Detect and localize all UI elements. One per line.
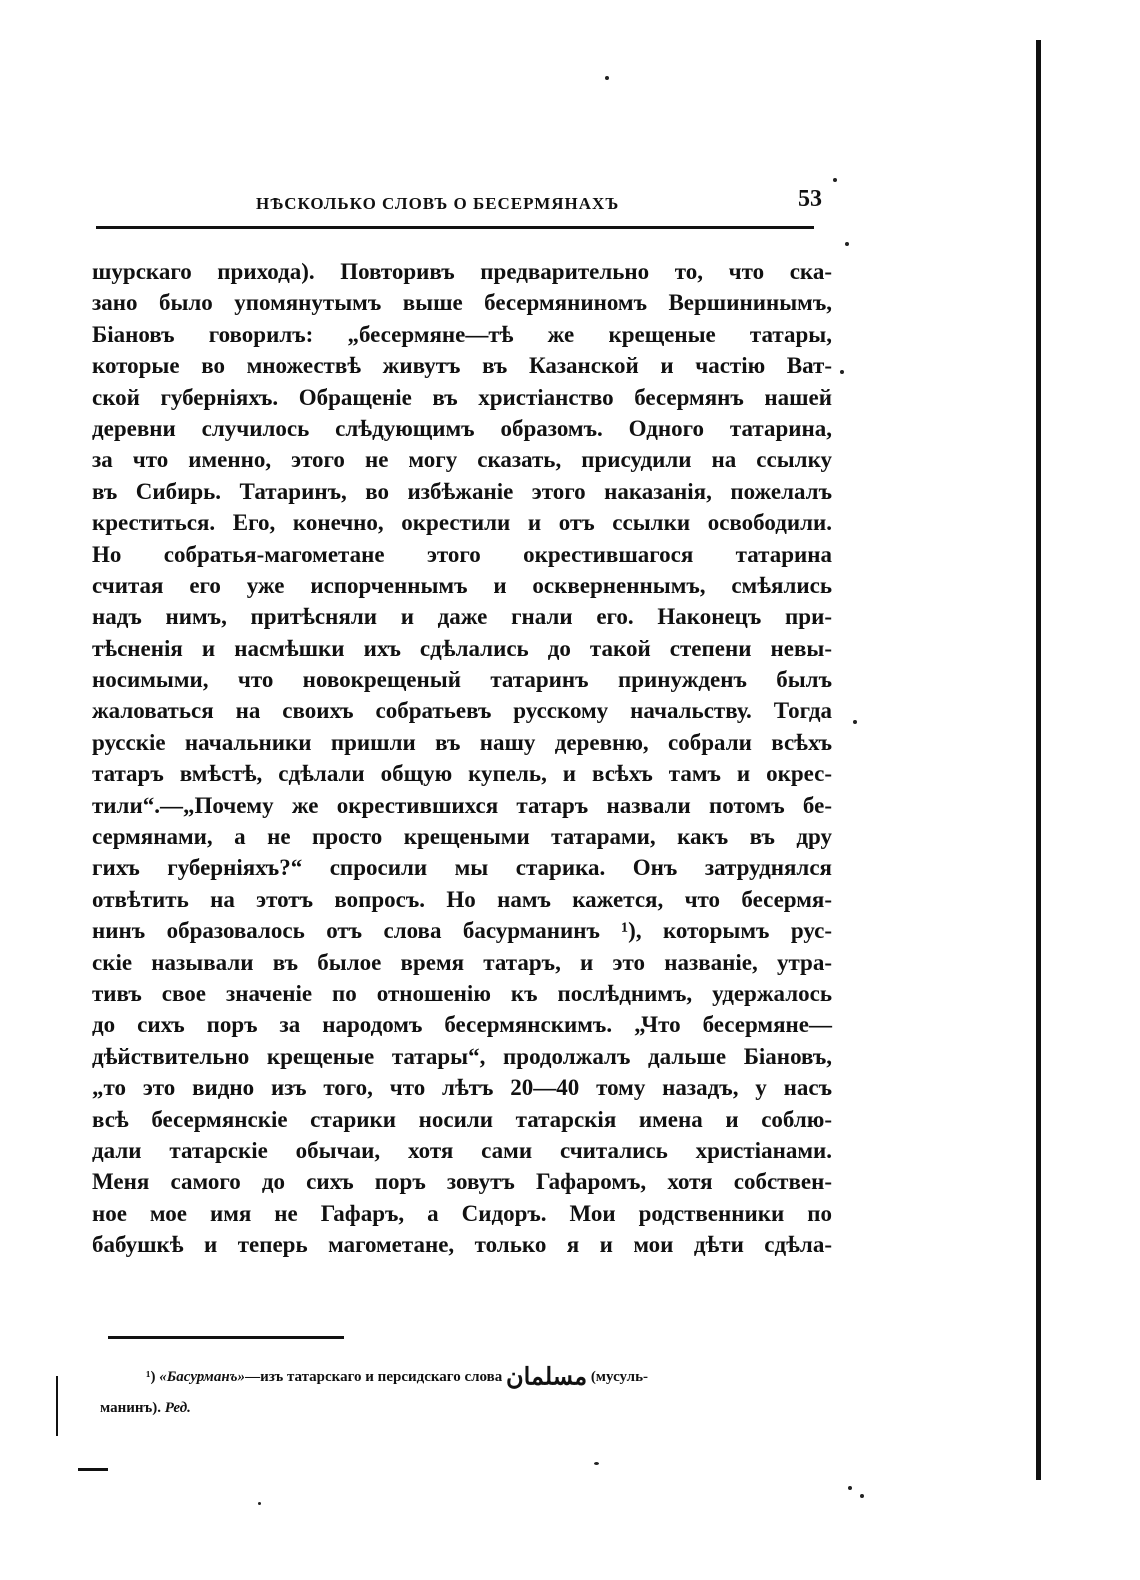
- scan-speck: [258, 1502, 261, 1505]
- scan-speck: [833, 178, 837, 182]
- text-line: отвѣтить на этотъ вопросъ. Но намъ кажется, что бесермя-: [92, 886, 832, 912]
- scan-mark: [56, 1376, 58, 1436]
- scan-speck: [848, 1486, 852, 1490]
- text-line: ской губерніяхъ. Обращеніе въ христіанство бесермянъ нашей: [92, 384, 832, 410]
- scan-speck: [845, 242, 849, 246]
- scan-mark: [78, 1468, 108, 1471]
- scan-speck: [853, 720, 857, 724]
- text-line: Біановъ говорилъ: „бесермяне—тѣ же крещеные татары,: [92, 321, 832, 347]
- text-line: тили“.—„Почему же окрестившихся татаръ назвали потомъ бе-: [92, 792, 832, 818]
- text-line: жаловаться на своихъ собратьевъ русскому начальству. Тогда: [92, 698, 832, 724]
- text-line: бабушкѣ и теперь магометане, только я и мои дѣти сдѣла-: [92, 1232, 832, 1258]
- footnote-quote-word: «Басурманъ»: [159, 1369, 246, 1385]
- footnote-marker: ¹): [146, 1369, 156, 1385]
- text-line: креститься. Его, конечно, окрестили и отъ ссылки освободили.: [92, 510, 832, 536]
- text-line: которые во множествѣ живутъ въ Казанской и частію Ват-: [92, 353, 832, 379]
- scan-speck: [860, 1494, 864, 1498]
- footnote-arabic-word: مسلمان: [506, 1364, 588, 1391]
- text-line: русскіе начальники пришли въ нашу деревню, собрали всѣхъ: [92, 729, 832, 755]
- text-line: тивъ свое значеніе по отношенію къ послѣднимъ, удержалось: [92, 980, 832, 1006]
- footnote: [100, 1362, 830, 1423]
- text-line: ное мое имя не Гафаръ, а Сидоръ. Мои родственники по: [92, 1200, 832, 1226]
- text-line: деревни случилось слѣдующимъ образомъ. Одного татарина,: [92, 415, 832, 441]
- running-title: НѢСКОЛЬКО СЛОВЪ О БЕСЕРМЯНАХЪ: [256, 194, 620, 213]
- footnote-line2: манинъ).: [100, 1399, 162, 1416]
- text-line: тѣсненія и насмѣшки ихъ сдѣлались до такой степени невы-: [92, 635, 832, 661]
- footnote-line: [100, 1362, 830, 1393]
- text-line: татаръ вмѣстѣ, сдѣлали общую купель, и всѣхъ тамъ и окрес-: [92, 761, 832, 787]
- text-line: дали татарскіе обычаи, хотя сами считались христіанами.: [92, 1137, 832, 1163]
- text-line: до сихъ поръ за народомъ бесермянскимъ. „Что бесермяне—: [92, 1012, 832, 1038]
- page-edge-rule: [1036, 40, 1041, 1480]
- text-line: носимыми, что новокрещеный татаринъ принужденъ былъ: [92, 667, 832, 693]
- text-line: дѣйствительно крещеные татары“, продолжалъ дальше Біановъ,: [92, 1043, 832, 1069]
- text-line: въ Сибирь. Татаринъ, во избѣжаніе этого наказанія, пожелалъ: [92, 478, 832, 504]
- header-rule: [96, 226, 814, 229]
- text-line: всѣ бесермянскіе старики носили татарскія имена и соблю-: [92, 1106, 832, 1132]
- text-line: гихъ губерніяхъ?“ спросили мы старика. Онъ затруднялся: [92, 855, 832, 881]
- page-header: [96, 186, 826, 226]
- text-line: за что именно, этого не могу сказать, присудили на ссылку: [92, 447, 832, 473]
- text-line: зано было упомянутымъ выше бесермяниномъ Вершининымъ,: [92, 290, 832, 316]
- text-line: сермянами, а не просто крещеными татарами, какъ въ дру: [92, 824, 832, 850]
- scan-speck: [605, 76, 609, 80]
- text-line: нинъ образовалось отъ слова басурманинъ ¹), которымъ рус-: [92, 918, 832, 944]
- text-line: Но собратья-магометане этого окрестившагося татарина: [92, 541, 832, 567]
- scan-speck: [594, 1462, 599, 1465]
- footnote-rule: [108, 1336, 344, 1339]
- text-line: надъ нимъ, притѣсняли и даже гнали его. Наконецъ при-: [92, 604, 832, 630]
- scan-speck: [840, 370, 844, 374]
- footnote-text-after: (мусуль-: [590, 1369, 648, 1385]
- footnote-line: [100, 1393, 830, 1423]
- body-text: [92, 256, 832, 1261]
- text-line: Меня самого до сихъ поръ зовутъ Гафаромъ, хотя собствен-: [92, 1169, 832, 1195]
- footnote-text: —изъ татарскаго и персидскаго слова: [245, 1369, 503, 1385]
- text-line: „то это видно изъ того, что лѣтъ 20—40 тому назадъ, у насъ: [92, 1075, 832, 1101]
- text-line: скіе называли въ былое время татаръ, и это названіе, утра-: [92, 949, 832, 975]
- text-line: считая его уже испорченнымъ и оскверненнымъ, смѣялись: [92, 572, 832, 598]
- page-number: 53: [798, 186, 822, 212]
- text-line: шурскаго прихода). Повторивъ предварительно то, что ска-: [92, 259, 832, 284]
- footnote-editor-mark: Ред.: [164, 1399, 191, 1416]
